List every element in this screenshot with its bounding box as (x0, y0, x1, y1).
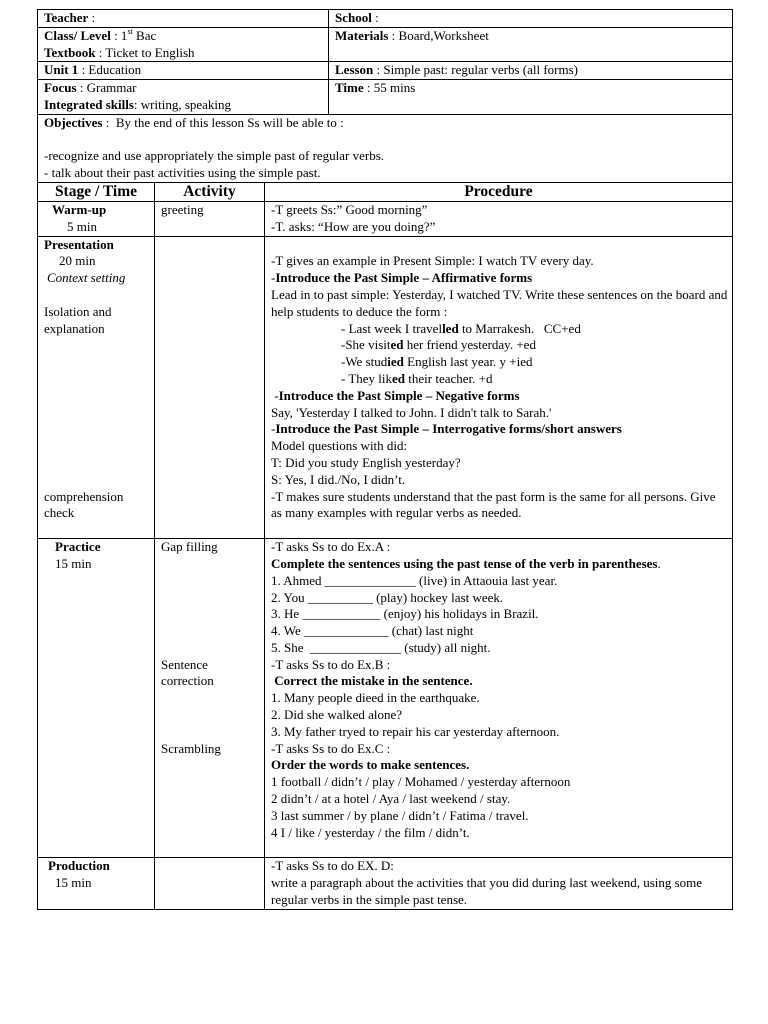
presentation-substage: explanation (44, 320, 105, 336)
textbook-value: : Ticket to English (95, 44, 195, 60)
practice-procedure-cell (265, 539, 733, 858)
unit-cell (38, 62, 329, 80)
textbook-label: Textbook (44, 44, 96, 60)
example-text: - They lik (341, 370, 393, 386)
focus-value: : Grammar (76, 80, 137, 96)
exercise-item: 4 I / like / yesterday / the film / didn’t. (271, 824, 470, 840)
exercise-item: 2. You __________ (play) hockey last week. (271, 589, 504, 605)
exercise-item: 3 last summer / by plane / didn’t / Fatima / travel. (271, 807, 529, 823)
practice-activity-cell (155, 539, 265, 858)
presentation-substage: comprehension (44, 488, 124, 504)
procedure-header-row (38, 182, 733, 201)
time-value: : 55 mins (363, 80, 416, 96)
exercise-item: 3. My father tryed to repair his car yesterday afternoon. (271, 723, 560, 739)
practice-row (38, 539, 733, 858)
class-cell (38, 27, 329, 62)
warmup-stage: Warm-up (52, 201, 107, 217)
example-text: -We stud (341, 354, 388, 370)
production-stage-cell (38, 858, 155, 909)
procedure-dash: - (271, 270, 276, 286)
exercise-item: 5. She ______________ (study) all night. (271, 639, 491, 655)
header-row-objectives (38, 114, 733, 182)
header-row-teacher (38, 10, 733, 28)
procedure-line: -T asks Ss to do Ex.B : (271, 656, 391, 672)
procedure-line: -T. asks: “How are you doing?” (271, 218, 436, 234)
example-ending: led (442, 320, 459, 336)
example-text: their teacher. +d (405, 370, 493, 386)
lesson-plan-sheet (37, 9, 732, 910)
lesson-cell (329, 62, 733, 80)
example-ending: ed (392, 370, 406, 386)
header-row-focus (38, 80, 733, 115)
focus-cell (38, 80, 329, 115)
header-row-unit (38, 62, 733, 80)
focus-label: Focus (44, 80, 77, 96)
practice-activity: Sentence (161, 656, 208, 672)
objectives-cell (38, 114, 733, 182)
procedure-line: T: Did you study English yesterday? (271, 454, 461, 470)
class-label: Class/ Level (44, 27, 111, 43)
example-text: English last year. y +ied (403, 354, 533, 370)
procedure-table (37, 182, 733, 910)
procedure-dash: - (271, 387, 279, 403)
objectives-label: Objectives (44, 114, 103, 130)
class-value-post: Bac (132, 27, 157, 43)
header-row-class (38, 27, 733, 62)
practice-time: 15 min (55, 555, 92, 571)
warmup-time: 5 min (67, 218, 97, 234)
procedure-heading: Introduce the Past Simple – Interrogative forms/short answers (275, 421, 622, 437)
exercise-title: Correct the mistake in the sentence. (271, 673, 473, 689)
procedure-dash: - (271, 421, 276, 437)
practice-activity: Gap filling (161, 539, 218, 555)
production-row (38, 858, 733, 909)
lesson-label: Lesson (335, 62, 374, 78)
presentation-substage: Context setting (47, 270, 126, 286)
teacher-sep: : (88, 10, 96, 25)
exercise-item: 2. Did she walked alone? (271, 707, 403, 723)
class-value-pre: : 1 (110, 27, 128, 43)
practice-stage: Practice (55, 539, 101, 555)
procedure-line: Model questions with did: (271, 438, 408, 454)
warmup-row (38, 201, 733, 236)
procedure-line: -T asks Ss to do Ex.A : (271, 539, 391, 555)
practice-activity: Scrambling (161, 740, 221, 756)
production-stage: Production (48, 858, 110, 874)
exercise-title: Order the words to make sentences. (271, 757, 470, 773)
procedure-paragraph: Lead in to past simple: Yesterday, I watched TV. Write these sentences on the board and help students to deduce the form : (271, 286, 728, 319)
example-text: -She visit (341, 337, 391, 353)
exercise-title: Complete the sentences using the past tense of the verb in parentheses (271, 555, 658, 571)
procedure-line: -T asks Ss to do EX. D: (271, 858, 394, 874)
presentation-stage: Presentation (44, 236, 114, 252)
warmup-activity-cell (155, 201, 265, 236)
school-sep: : (371, 10, 379, 25)
production-time: 15 min (55, 875, 92, 891)
procedure-heading: Introduce the Past Simple – Affirmative forms (275, 270, 533, 286)
example-text: to Marrakesh. CC+ed (458, 320, 581, 336)
practice-stage-cell (38, 539, 155, 858)
presentation-procedure-cell (265, 236, 733, 539)
procedure-line: -T asks Ss to do Ex.C : (271, 740, 391, 756)
materials-cell (329, 27, 733, 62)
example-text: her friend yesterday. +ed (403, 337, 536, 353)
time-label: Time (335, 80, 364, 96)
procedure-line: -T gives an example in Present Simple: I watch TV every day. (271, 253, 594, 269)
column-header-stage: Stage / Time (38, 182, 155, 201)
exercise-item: 1 football / didn’t / play / Mohamed / yesterday afternoon (271, 774, 571, 790)
objectives-value: : By the end of this lesson Ss will be able to : (102, 114, 344, 130)
practice-activity: correction (161, 673, 214, 689)
time-cell (329, 80, 733, 115)
materials-label: Materials (335, 27, 389, 43)
presentation-time: 20 min (59, 253, 96, 269)
exercise-item: 2 didn’t / at a hotel / Aya / last weekend / stay. (271, 791, 511, 807)
materials-value: : Board,Worksheet (388, 27, 489, 43)
procedure-line: -T greets Ss:” Good morning” (271, 201, 428, 217)
presentation-stage-cell (38, 236, 155, 539)
exercise-item: 1. Many people dieed in the earthquake. (271, 690, 480, 706)
exercise-item: 3. He ____________ (enjoy) his holidays in Brazil. (271, 606, 539, 622)
objective-item: - talk about their past activities using the simple past. (44, 165, 321, 181)
school-label: School (335, 10, 372, 25)
example-ending: ed (390, 337, 404, 353)
class-value-sup: st (127, 26, 133, 36)
warmup-stage-cell (38, 201, 155, 236)
presentation-substage: Isolation and (44, 303, 112, 319)
presentation-row (38, 236, 733, 539)
exercise-item: 4. We _____________ (chat) last night (271, 623, 474, 639)
example-ending: ied (387, 354, 404, 370)
lesson-header-table (37, 9, 733, 183)
exercise-title-end: . (657, 555, 661, 571)
procedure-heading: Introduce the Past Simple – Negative forms (278, 387, 520, 403)
exercise-item: 1. Ahmed ______________ (live) in Attaouia last year. (271, 572, 558, 588)
procedure-line: Say, 'Yesterday I talked to John. I didn't talk to Sarah.' (271, 404, 552, 420)
teacher-cell (38, 10, 329, 28)
lesson-value: : Simple past: regular verbs (all forms) (373, 62, 578, 78)
column-header-activity: Activity (155, 182, 265, 201)
skills-value: : writing, speaking (133, 96, 232, 112)
warmup-procedure-cell (265, 201, 733, 236)
skills-label: Integrated skills (44, 96, 134, 112)
production-activity-cell (155, 858, 265, 909)
warmup-activity: greeting (161, 201, 204, 217)
school-cell (329, 10, 733, 28)
production-procedure-cell (265, 858, 733, 909)
teacher-label: Teacher (44, 10, 89, 25)
unit-label: Unit 1 (44, 62, 79, 78)
example-text: - Last week I travel (341, 320, 443, 336)
procedure-paragraph: write a paragraph about the activities that you did during last weekend, using some regular verbs in the simple past tense. (271, 875, 703, 908)
unit-value: : Education (78, 62, 142, 78)
objective-item: -recognize and use appropriately the simple past of regular verbs. (44, 148, 385, 164)
column-header-procedure: Procedure (265, 182, 733, 201)
presentation-activity-cell (155, 236, 265, 539)
procedure-paragraph: -T makes sure students understand that the past form is the same for all persons. Give as many examples with regular verbs as needed. (271, 488, 716, 521)
procedure-line: S: Yes, I did./No, I didn’t. (271, 471, 406, 487)
presentation-substage: check (44, 505, 75, 521)
